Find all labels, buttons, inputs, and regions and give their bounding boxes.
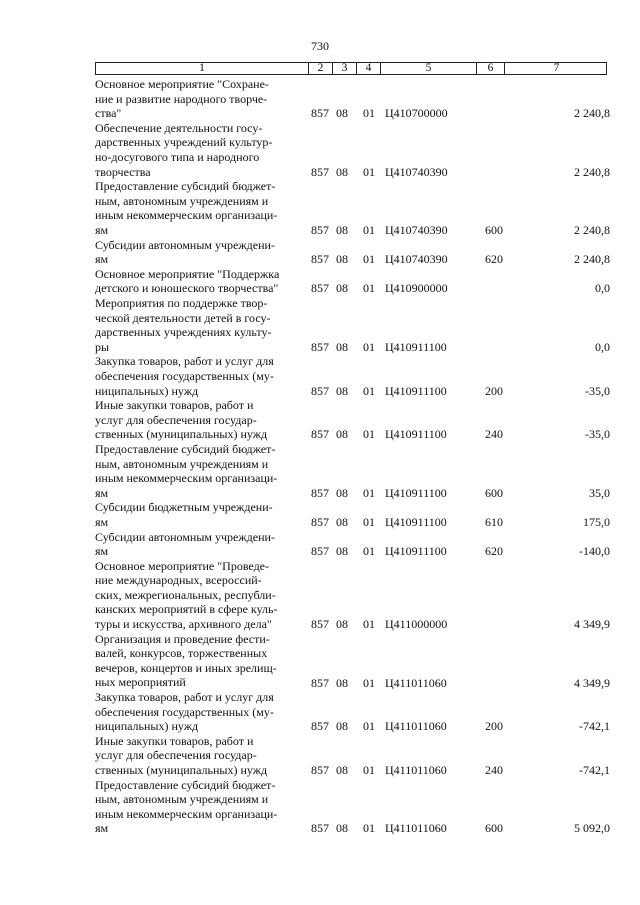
table-row [95,237,610,267]
row-section: 08 [336,485,348,500]
row-description: Закупка товаров, работ и услуг для обеспечения государственных (му- ниципальных) нужд [95,690,274,734]
row-target-code: Ц410911100 [385,339,447,354]
row-description: Предоставление субсидий бюджет- ным, автономным учреждениям и иным некоммерческим организаци- ям [95,441,278,500]
table-body [95,77,610,836]
row-chapter: 857 [311,383,329,398]
row-target-code: Ц410700000 [385,106,448,121]
row-chapter: 857 [311,675,329,690]
header-cell-1: 1 [199,62,205,74]
row-subsection: 01 [363,106,375,121]
header-cell-5: 5 [380,63,476,74]
row-amount: -742,1 [579,763,610,778]
row-subsection: 01 [363,164,375,179]
table-row [95,295,610,354]
table-row [95,179,610,237]
table-row [95,266,610,296]
row-expense-type: 620 [485,252,503,267]
row-description: Основное мероприятие "Поддержка детского и юношеского творчества" [95,266,280,296]
row-target-code: Ц410911100 [385,544,447,559]
row-description: Обеспечение деятельности госу- дарственных учреждений культур- но-досугового типа и народного творчества [95,120,273,179]
row-description: Субсидии бюджетным учреждени- ям [95,500,273,529]
row-section: 08 [336,252,348,267]
row-chapter: 857 [311,821,329,836]
table-header [95,62,607,75]
row-description: Субсидии автономным учреждени- ям [95,529,275,559]
row-amount: 2 240,8 [574,164,610,179]
row-amount: 5 092,0 [574,821,610,836]
row-amount: 35,0 [589,485,610,500]
row-expense-type: 600 [485,222,503,237]
row-subsection: 01 [363,427,375,442]
table-row [95,690,610,734]
row-subsection: 01 [363,544,375,559]
row-amount: -742,1 [579,719,610,734]
header-cell-6: 6 [476,63,504,74]
table-row [95,354,610,398]
row-amount: 0,0 [595,281,610,296]
row-section: 08 [336,617,348,632]
row-expense-type: 200 [485,383,503,398]
row-expense-type: 200 [485,719,503,734]
row-target-code: Ц411011060 [385,675,447,690]
row-amount: 175,0 [583,514,610,529]
row-section: 08 [336,339,348,354]
row-target-code: Ц410911100 [385,383,447,398]
row-chapter: 857 [311,106,329,121]
row-expense-type: 600 [485,821,503,836]
table-row [95,441,610,500]
row-amount: 0,0 [595,339,610,354]
table-row [95,558,610,632]
row-expense-type: 240 [485,763,503,778]
row-description: Предоставление субсидий бюджет- ным, автономным учреждениям и иным некоммерческим организаци- ям [95,179,278,237]
row-chapter: 857 [311,719,329,734]
row-subsection: 01 [363,763,375,778]
row-description: Основное мероприятие "Сохране- ние и развитие народного творче- ства" [95,77,269,121]
row-description: Организация и проведение фести- валей, конкурсов, торжественных вечеров, концертов и иных зрелищ- ных мероприятий [95,631,277,690]
row-expense-type: 610 [485,514,503,529]
row-subsection: 01 [363,719,375,734]
row-target-code: Ц410740390 [385,222,448,237]
row-description: Иные закупки товаров, работ и услуг для обеспечения государ- ственных (муниципальных) нужд [95,398,268,442]
row-chapter: 857 [311,252,329,267]
row-target-code: Ц410911100 [385,485,447,500]
row-chapter: 857 [311,763,329,778]
row-description: Основное мероприятие "Проведе- ние международных, всероссий- ских, межрегиональных, республи- канских мероприятий в сфере куль- туры и искусства, архивного дела" [95,558,278,632]
row-description: Субсидии автономным учреждени- ям [95,237,275,267]
row-chapter: 857 [311,164,329,179]
row-subsection: 01 [363,383,375,398]
row-subsection: 01 [363,222,375,237]
row-target-code: Ц410740390 [385,164,448,179]
row-chapter: 857 [311,427,329,442]
row-chapter: 857 [311,339,329,354]
row-subsection: 01 [363,281,375,296]
row-subsection: 01 [363,339,375,354]
row-chapter: 857 [311,514,329,529]
header-cell-4: 4 [356,63,380,74]
row-amount: 2 240,8 [574,106,610,121]
row-section: 08 [336,164,348,179]
row-subsection: 01 [363,821,375,836]
header-cell-3: 3 [332,63,356,74]
row-section: 08 [336,427,348,442]
header-cell-7: 7 [504,63,608,74]
row-subsection: 01 [363,252,375,267]
table-row [95,529,610,559]
table-row [95,777,610,836]
table-row [95,77,610,121]
row-section: 08 [336,821,348,836]
row-expense-type: 620 [485,544,503,559]
row-target-code: Ц411011060 [385,763,447,778]
row-amount: 2 240,8 [574,252,610,267]
table-row [95,631,610,690]
row-target-code: Ц411011060 [385,719,447,734]
row-target-code: Ц410911100 [385,427,447,442]
row-section: 08 [336,675,348,690]
row-section: 08 [336,544,348,559]
budget-table [95,62,610,836]
row-section: 08 [336,763,348,778]
row-section: 08 [336,719,348,734]
page-number: 730 [311,39,329,53]
row-expense-type: 600 [485,485,503,500]
row-subsection: 01 [363,514,375,529]
row-subsection: 01 [363,675,375,690]
row-chapter: 857 [311,222,329,237]
row-section: 08 [336,222,348,237]
row-chapter: 857 [311,544,329,559]
table-row [95,733,610,778]
row-amount: 2 240,8 [574,222,610,237]
row-amount: -140,0 [579,544,610,559]
row-target-code: Ц411000000 [385,617,448,632]
row-section: 08 [336,514,348,529]
row-section: 08 [336,383,348,398]
table-row [95,500,610,529]
row-target-code: Ц410740390 [385,252,448,267]
row-target-code: Ц411011060 [385,821,447,836]
row-amount: -35,0 [585,383,610,398]
row-description: Иные закупки товаров, работ и услуг для обеспечения государ- ственных (муниципальных) нужд [95,733,268,778]
row-amount: -35,0 [585,427,610,442]
row-chapter: 857 [311,281,329,296]
row-description: Закупка товаров, работ и услуг для обеспечения государственных (му- ниципальных) нужд [95,354,274,398]
row-subsection: 01 [363,485,375,500]
row-target-code: Ц410900000 [385,281,448,296]
row-chapter: 857 [311,485,329,500]
row-expense-type: 240 [485,427,503,442]
row-amount: 4 349,9 [574,675,610,690]
row-description: Мероприятия по поддержке твор- ческой деятельности детей в госу- дарственных учреждениях культу- ры [95,295,272,354]
table-row [95,120,610,179]
row-description: Предоставление субсидий бюджет- ным, автономным учреждениям и иным некоммерческим организаци- ям [95,777,278,836]
table-row [95,398,610,442]
header-cell-2: 2 [308,63,332,74]
row-section: 08 [336,281,348,296]
row-chapter: 857 [311,617,329,632]
row-target-code: Ц410911100 [385,514,447,529]
row-subsection: 01 [363,617,375,632]
row-amount: 4 349,9 [574,617,610,632]
row-section: 08 [336,106,348,121]
